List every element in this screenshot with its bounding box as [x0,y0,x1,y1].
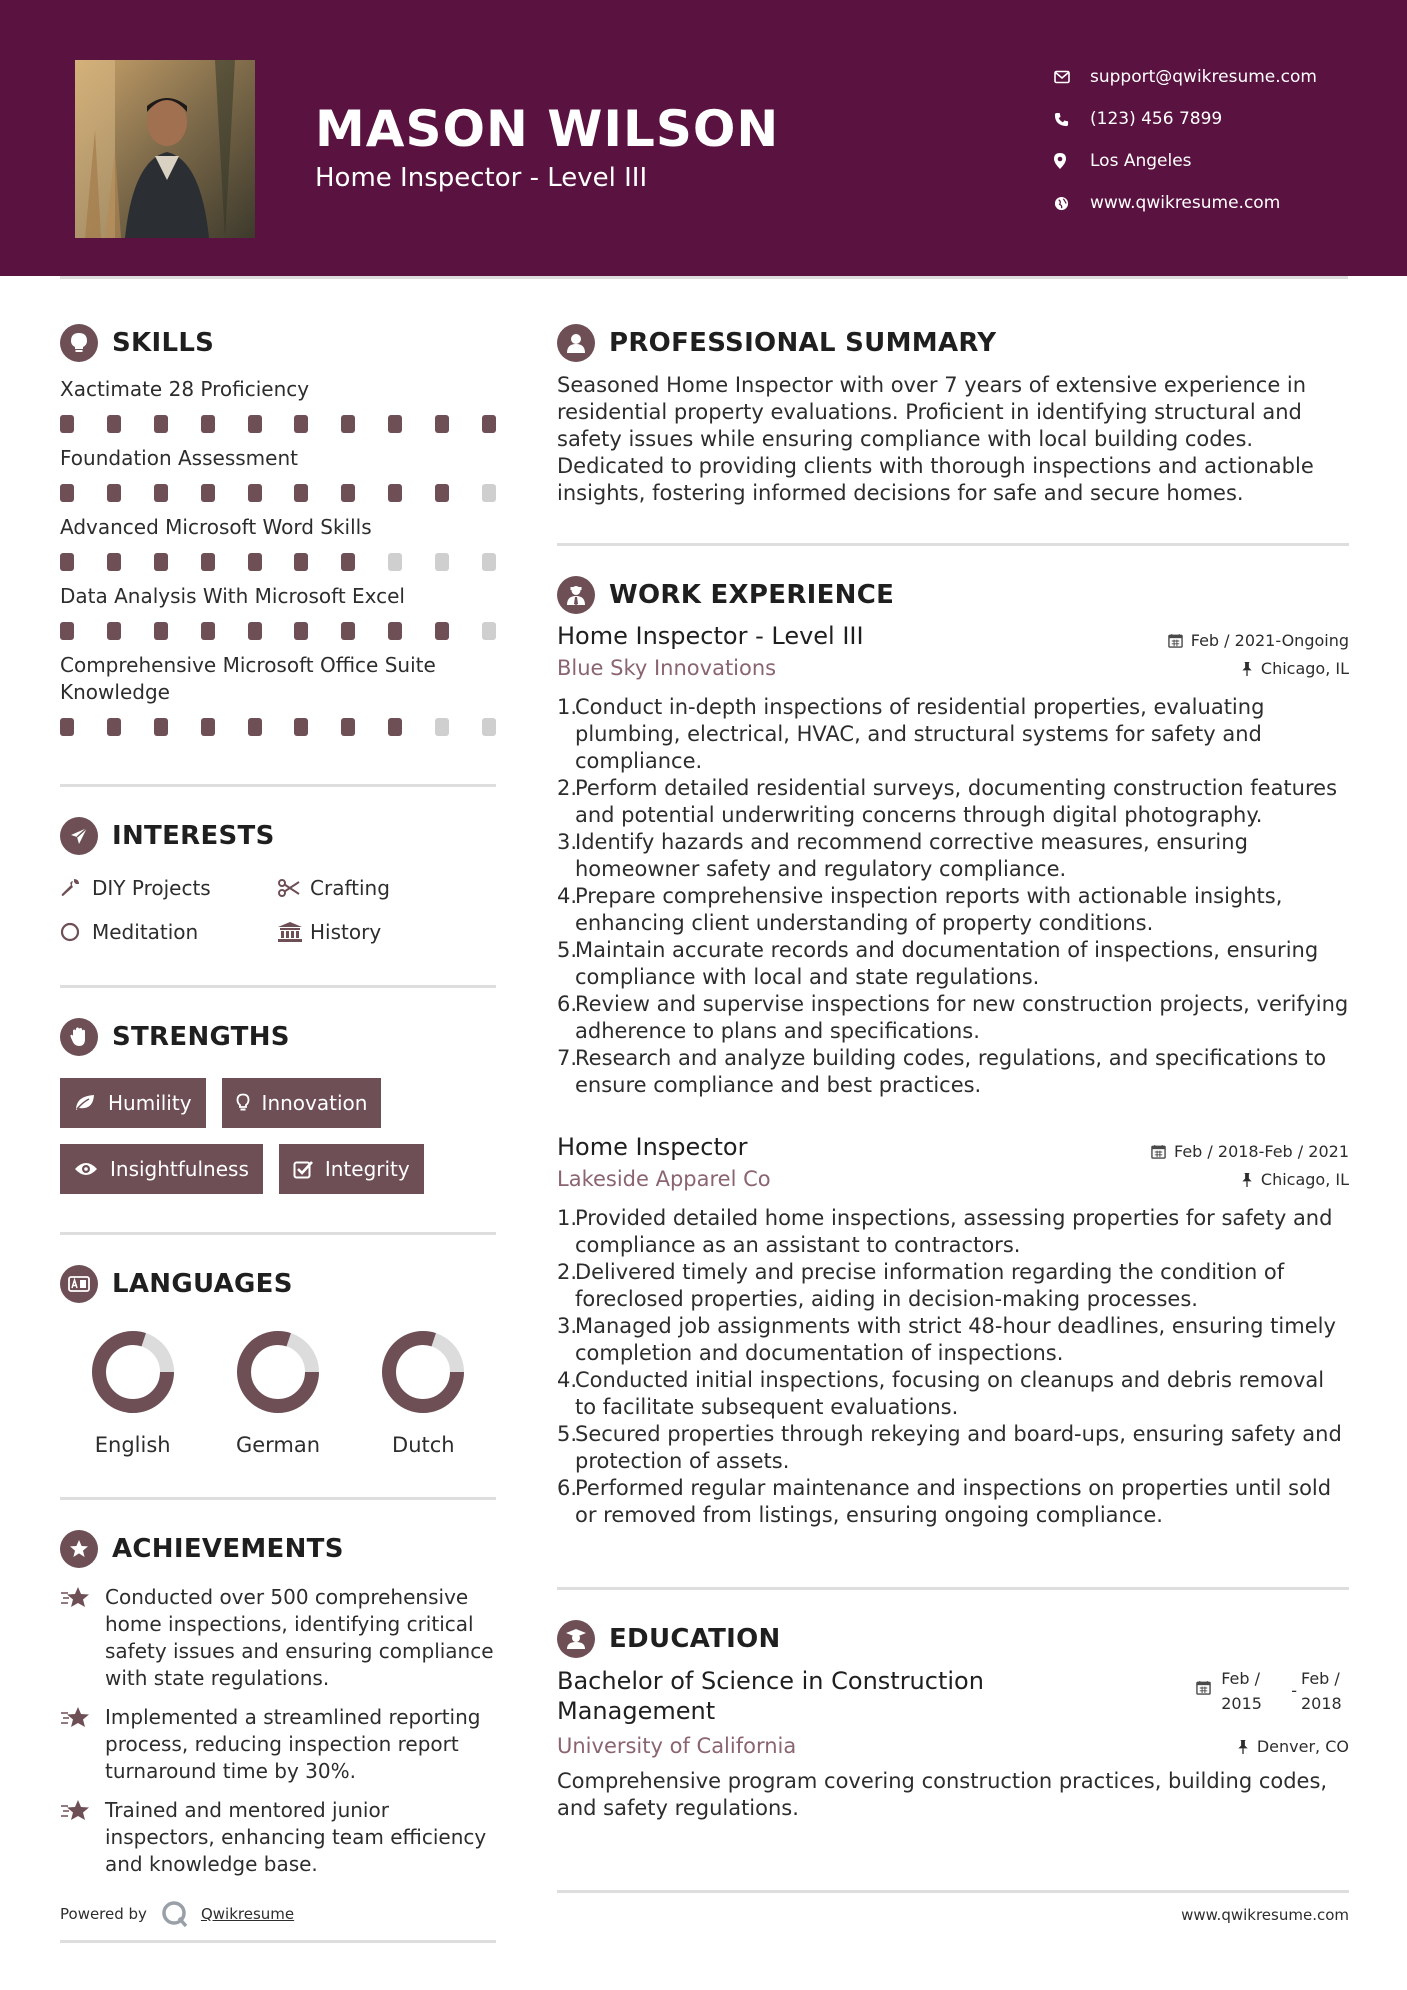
calendar-icon [1196,1680,1211,1695]
strength-tag [60,1144,263,1194]
duty-text: Review and supervise inspections for new construction projects, verifying adherence to plans and specifications. [575,992,1349,1043]
qwikresume-logo-icon [161,1900,189,1928]
leaf-icon [74,1094,96,1112]
left-column [60,320,496,1878]
contact-email[interactable] [1054,56,1384,98]
header-divider [60,276,1348,279]
rating-dot-filled [482,415,496,433]
rating-dot-filled [341,553,355,571]
degree-name: Bachelor of Science in Construction Management [557,1667,984,1725]
job-entry [557,622,1349,1099]
powered-by-label: Powered by [60,1905,147,1923]
summary-heading: PROFESSIONAL SUMMARY [609,328,997,358]
strength-label: Integrity [324,1157,410,1181]
education-end-line2: 2018 [1301,1694,1342,1713]
language-icon [60,1265,98,1303]
interests-section [60,813,496,947]
duty-list [557,1205,1349,1529]
experience-section [557,572,1349,1529]
strength-label: Humility [108,1091,192,1115]
duty-item [557,1259,1349,1313]
phone-icon [1054,112,1090,127]
duty-text: Conduct in-depth inspections of residential properties, evaluating plumbing, electrical, HVAC, and structural systems for safety and compliance. [575,695,1265,773]
skill-item [60,583,496,642]
duty-text: Secured properties through rekeying and board-ups, ensuring safety and protection of assets. [575,1422,1342,1473]
duty-item [557,1045,1349,1099]
hand-icon [60,1018,98,1056]
achievement-text: Conducted over 500 comprehensive home inspections, identifying critical safety issues and ensuring compliance with state regulations. [105,1585,494,1690]
bank-icon [278,922,310,942]
rating-dot-filled [248,415,262,433]
language-item [205,1327,350,1457]
achievement-item [60,1797,496,1878]
interest-label: Meditation [92,920,199,944]
strengths-heading: STRENGTHS [112,1022,290,1052]
duty-text: Provided detailed home inspections, assessing properties for safety and compliance as an assistant to contractors. [575,1206,1333,1257]
skill-rating [60,482,496,504]
rating-dot-filled [154,622,168,640]
rating-dot-filled [201,622,215,640]
duty-number: 5. [557,938,578,962]
rating-dot-filled [341,415,355,433]
skill-item [60,445,496,504]
rating-dot-filled [435,415,449,433]
rating-dot-filled [201,484,215,502]
star-icon [60,1797,105,1878]
summary-text: Seasoned Home Inspector with over 7 years of extensive experience in residential property evaluations. Proficient in identifying structural and safety issues while ensuring compliance with local building codes. Dedicated to providing clients with thorough inspections and actionable insights, fostering informed decisions for safe and secure homes. [557,373,1314,505]
job-location-text: Chicago, IL [1260,1169,1349,1189]
rating-dot-filled [107,484,121,502]
summary-section [557,320,1349,507]
strength-tag [222,1078,382,1128]
contact-email-text: support@qwikresume.com [1090,67,1317,87]
envelope-icon [1054,70,1090,84]
interest-label: History [310,920,382,944]
pushpin-icon [1241,661,1253,676]
rating-dot-filled [388,718,402,736]
rating-dot-filled [60,718,74,736]
map-marker-icon [1054,153,1090,169]
strength-label: Innovation [261,1091,368,1115]
section-divider [557,543,1349,546]
job-location [1241,1170,1349,1189]
skill-name: Advanced Microsoft Word Skills [60,515,372,539]
contact-phone-text: (123) 456 7899 [1090,109,1223,129]
skill-rating [60,620,496,642]
duty-text: Research and analyze building codes, regulations, and specifications to ensure compliance and best practices. [575,1046,1327,1097]
duty-text: Managed job assignments with strict 48-hour deadlines, ensuring timely completion and documentation of inspections. [575,1314,1336,1365]
rating-dot-empty [435,553,449,571]
company-name: Blue Sky Innovations [557,656,777,680]
skill-rating [60,716,496,738]
strength-tag [279,1144,424,1194]
section-divider [60,1497,496,1500]
rating-dot-filled [154,415,168,433]
skill-name: Foundation Assessment [60,446,298,470]
rating-dot-filled [248,484,262,502]
calendar-icon [1168,633,1183,648]
rating-dot-filled [388,484,402,502]
duty-item [557,829,1349,883]
rating-dot-filled [107,718,121,736]
rating-dot-filled [201,553,215,571]
skill-name: Data Analysis With Microsoft Excel [60,584,405,608]
languages-heading: LANGUAGES [112,1269,293,1299]
rating-dot-filled [294,622,308,640]
language-item [60,1327,205,1457]
duty-item [557,1421,1349,1475]
job-title: Home Inspector - Level III [557,622,864,650]
education-header [557,1616,1349,1662]
education-dates [1196,1666,1349,1726]
rating-dot-empty [482,718,496,736]
rating-dot-filled [341,622,355,640]
rating-dot-filled [294,553,308,571]
interest-label: DIY Projects [92,876,211,900]
duty-text: Delivered timely and precise information regarding the condition of foreclosed properties, aiding in decision-making processes. [575,1260,1285,1311]
contact-website-text: www.qwikresume.com [1090,193,1281,213]
pushpin-icon [1237,1739,1249,1754]
education-end-line1: Feb / [1301,1669,1340,1688]
job-location [1241,659,1349,678]
job-date [1151,1142,1349,1161]
footer-divider-right [557,1890,1349,1893]
duty-item [557,775,1349,829]
rating-dot-filled [294,484,308,502]
globe-icon [1054,196,1090,211]
skill-item [60,514,496,573]
duty-number: 1. [557,1206,578,1230]
rating-dot-filled [107,622,121,640]
achievement-text: Implemented a streamlined reporting process, reducing inspection report turnaround time by 30%. [105,1705,481,1783]
education-section [557,1616,1349,1822]
powered-by [60,1900,294,1928]
languages-list [60,1327,496,1457]
job-date-text: Feb / 2018-Feb / 2021 [1174,1142,1349,1161]
rating-dot-filled [60,622,74,640]
duty-number: 2. [557,1260,578,1284]
section-divider [60,784,496,787]
rating-dot-filled [154,484,168,502]
education-start-line2: 2015 [1221,1694,1262,1713]
lightbulb-icon [236,1093,250,1113]
contact-location [1054,140,1384,182]
pushpin-icon [1241,1172,1253,1187]
rating-dot-filled [248,718,262,736]
section-divider [60,985,496,988]
skill-item [60,376,496,435]
interest-item [60,873,278,903]
contact-phone[interactable] [1054,98,1384,140]
duty-item [557,883,1349,937]
calendar-icon [1151,1144,1166,1159]
interests-header [60,813,496,859]
rating-dot-filled [60,553,74,571]
rating-dot-filled [107,553,121,571]
contact-location-text: Los Angeles [1090,151,1192,171]
language-donut [88,1327,178,1417]
section-divider [557,1587,1349,1590]
school-name: University of California [557,1734,797,1758]
duty-item [557,694,1349,775]
rating-dot-filled [107,415,121,433]
education-start-line1: Feb / [1221,1669,1261,1688]
star-icon [60,1584,105,1692]
duty-number: 2. [557,776,578,800]
strength-label: Insightfulness [110,1157,249,1181]
rating-dot-filled [388,415,402,433]
section-divider [60,1232,496,1235]
duty-item [557,1475,1349,1529]
achievement-item [60,1584,496,1692]
candidate-name: MASON WILSON [315,100,780,158]
interests-heading: INTERESTS [112,821,275,851]
language-donut [378,1327,468,1417]
interest-item [278,873,496,903]
rating-dot-empty [388,553,402,571]
languages-section [60,1261,496,1457]
job-entry [557,1133,1349,1529]
achievement-item [60,1704,496,1785]
rating-dot-filled [435,622,449,640]
duty-item [557,1367,1349,1421]
rating-dot-filled [388,622,402,640]
languages-header [60,1261,496,1307]
graduate-icon [557,1620,595,1658]
strength-tag [60,1078,206,1128]
interest-item [278,917,496,947]
rating-dot-empty [482,484,496,502]
duty-number: 3. [557,830,578,854]
interest-label: Crafting [310,876,390,900]
profile-photo [75,60,255,238]
skills-heading: SKILLS [112,328,215,358]
experience-heading: WORK EXPERIENCE [609,580,895,610]
achievements-header [60,1526,496,1572]
duty-number: 4. [557,884,578,908]
star-icon [60,1704,105,1785]
duty-text: Perform detailed residential surveys, documenting construction features and potential underwriting concerns through digital photography. [575,776,1338,827]
circle-icon [60,922,92,942]
wrench-icon [60,878,92,898]
experience-header [557,572,1349,618]
duty-item [557,991,1349,1045]
duty-number: 6. [557,992,578,1016]
rating-dot-filled [60,484,74,502]
duty-item [557,1205,1349,1259]
contact-website[interactable] [1054,182,1384,224]
lightbulb-icon [60,324,98,362]
language-item [351,1327,496,1457]
skill-item [60,652,496,738]
skills-header [60,320,496,366]
duty-number: 3. [557,1314,578,1338]
duty-text: Prepare comprehensive inspection reports with actionable insights, enhancing client understanding of property conditions. [575,884,1283,935]
user-icon [557,324,595,362]
achievement-text: Trained and mentored junior inspectors, enhancing team efficiency and knowledge base. [105,1798,487,1876]
skill-rating [60,551,496,573]
candidate-title: Home Inspector - Level III [315,163,648,193]
duty-number: 4. [557,1368,578,1392]
duty-item [557,1313,1349,1367]
achievements-section [60,1526,496,1878]
rating-dot-filled [201,415,215,433]
paper-plane-icon [60,817,98,855]
strength-tags [60,1078,496,1194]
education-heading: EDUCATION [609,1624,781,1654]
interests-grid [60,873,496,947]
duty-number: 1. [557,695,578,719]
duty-item [557,937,1349,991]
rating-dot-empty [435,718,449,736]
education-location [1237,1737,1349,1756]
rating-dot-filled [60,415,74,433]
interest-item [60,917,278,947]
job-title: Home Inspector [557,1133,748,1161]
contact-list [1054,56,1384,224]
strengths-section [60,1014,496,1194]
rating-dot-filled [248,553,262,571]
company-name: Lakeside Apparel Co [557,1167,771,1191]
duty-text: Identify hazards and recommend corrective measures, ensuring homeowner safety and regulatory compliance. [575,830,1248,881]
rating-dot-filled [154,718,168,736]
language-name: English [94,1433,171,1457]
duty-number: 7. [557,1046,578,1070]
rating-dot-filled [294,718,308,736]
star-badge-icon [60,1530,98,1568]
rating-dot-filled [248,622,262,640]
skills-section [60,320,496,738]
education-location-text: Denver, CO [1256,1736,1349,1756]
date-separator: - [1291,1681,1297,1700]
skill-name: Comprehensive Microsoft Office Suite Knowledge [60,653,436,704]
resume-header [0,0,1407,276]
skill-rating [60,413,496,435]
skill-name: Xactimate 28 Proficiency [60,377,310,401]
rating-dot-filled [341,718,355,736]
eye-icon [74,1161,98,1177]
duty-text: Performed regular maintenance and inspections on properties until sold or removed from listings, ensuring ongoing compliance. [575,1476,1332,1527]
education-description: Comprehensive program covering construction practices, building codes, and safety regulations. [557,1769,1328,1820]
duty-number: 6. [557,1476,578,1500]
rating-dot-filled [341,484,355,502]
duty-list [557,694,1349,1099]
job-date [1168,631,1349,650]
footer-website[interactable]: www.qwikresume.com [1181,1906,1349,1924]
rating-dot-filled [201,718,215,736]
rating-dot-filled [294,415,308,433]
rating-dot-empty [482,622,496,640]
duty-text: Maintain accurate records and documentation of inspections, ensuring compliance with local and state regulations. [575,938,1319,989]
right-column [557,320,1349,1822]
summary-header [557,320,1349,366]
scissors-icon [278,879,310,897]
duty-number: 5. [557,1422,578,1446]
achievements-heading: ACHIEVEMENTS [112,1534,344,1564]
job-location-text: Chicago, IL [1260,658,1349,678]
language-name: German [235,1433,321,1457]
strengths-header [60,1014,496,1060]
rating-dot-filled [435,484,449,502]
check-square-icon [293,1159,313,1179]
language-name: Dutch [392,1433,455,1457]
rating-dot-empty [482,553,496,571]
language-donut [233,1327,323,1417]
duty-text: Conducted initial inspections, focusing on cleanups and debris removal to facilitate subsequent evaluations. [575,1368,1325,1419]
job-date-text: Feb / 2021-Ongoing [1190,631,1349,650]
qwikresume-link[interactable]: Qwikresume [200,1905,295,1923]
rating-dot-filled [154,553,168,571]
user-tie-icon [557,576,595,614]
footer-divider-left [60,1940,496,1943]
